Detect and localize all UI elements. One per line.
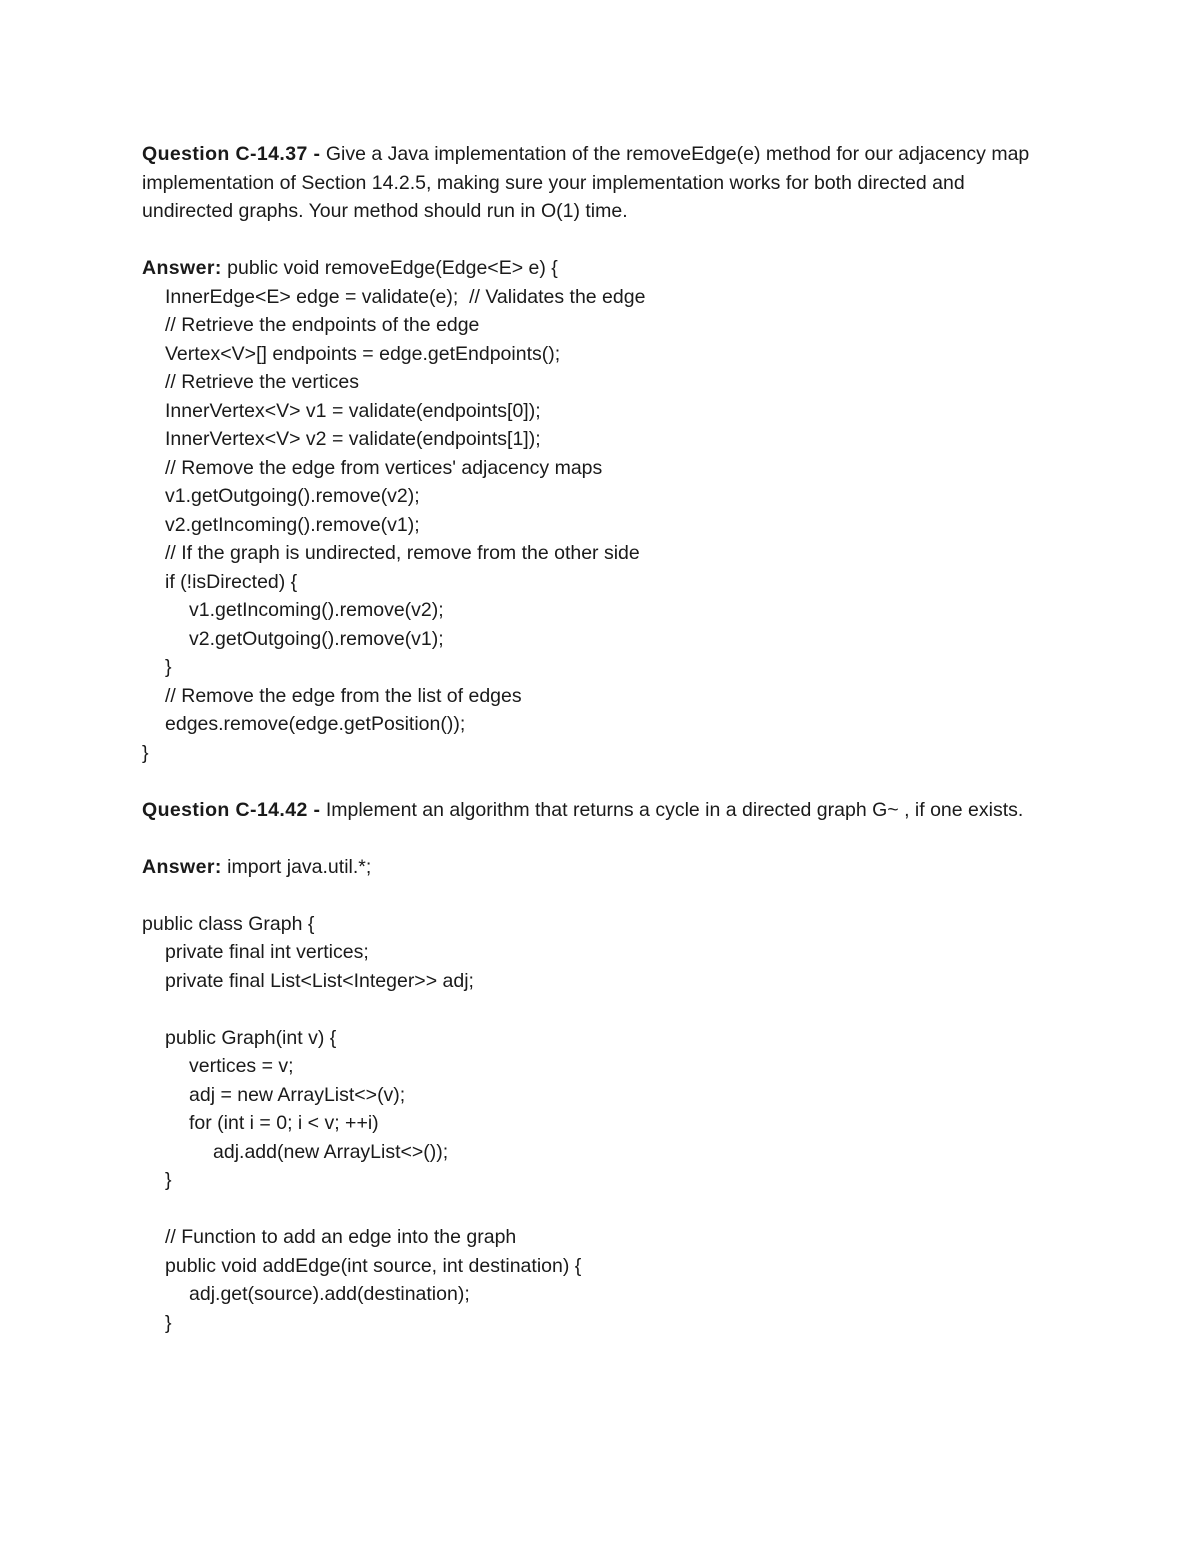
answer-c-14-37 — [142, 254, 1058, 767]
question-c-14-37 — [142, 140, 1058, 226]
spacer — [142, 226, 1058, 255]
question-label: Question C-14.42 - — [142, 798, 321, 821]
code-line: // Function to add an edge into the graph — [165, 1226, 517, 1248]
code-line: InnerVertex<V> v1 = validate(endpoints[0]); — [165, 399, 541, 422]
code-line: v2.getIncoming().remove(v1); — [165, 513, 420, 536]
code-line: adj.add(new ArrayList<>()); — [213, 1140, 449, 1163]
code-line: v1.getOutgoing().remove(v2); — [165, 485, 420, 507]
answer-c-14-42 — [142, 853, 1058, 1338]
code-line: import java.util.*; — [221, 855, 372, 878]
answer-first-line — [142, 853, 1058, 882]
code-line: if (!isDirected) { — [165, 570, 298, 593]
answer-first-line — [142, 254, 1058, 283]
code-line: // If the graph is undirected, remove from the other side — [165, 542, 640, 564]
spacer — [142, 824, 1058, 853]
code-line: public void addEdge(int source, int destination) { — [165, 1254, 582, 1277]
code-line: v2.getOutgoing().remove(v1); — [189, 627, 444, 650]
code-line: for (int i = 0; i < v; ++i) — [189, 1112, 379, 1134]
code-line: // Remove the edge from the list of edges — [165, 684, 522, 707]
code-line: adj.get(source).add(destination); — [189, 1283, 470, 1305]
code-line: edges.remove(edge.getPosition()); — [165, 713, 466, 735]
code-line: } — [165, 656, 172, 678]
question-label: Question C-14.37 - — [142, 143, 321, 165]
code-line: // Retrieve the endpoints of the edge — [165, 314, 480, 336]
code-line: // Retrieve the vertices — [165, 371, 359, 393]
code-line: } — [165, 1169, 172, 1191]
code-line: public class Graph { — [142, 912, 315, 935]
answer-label: Answer: — [142, 855, 222, 878]
code-line: } — [142, 741, 149, 764]
code-line — [142, 881, 1058, 910]
code-line: // Remove the edge from vertices' adjacency maps — [165, 456, 603, 479]
question-text: Implement an algorithm that returns a cycle in a directed graph G~ , if one exists. — [320, 798, 1024, 821]
spacer — [142, 767, 1058, 796]
code-line — [142, 995, 1058, 1024]
code-line: v1.getIncoming().remove(v2); — [189, 599, 444, 621]
answer-label: Answer: — [142, 257, 222, 279]
code-line: vertices = v; — [189, 1055, 294, 1077]
document-page — [142, 140, 1058, 1337]
code-block — [142, 881, 1058, 1337]
code-line: Vertex<V>[] endpoints = edge.getEndpoints(); — [165, 342, 561, 365]
code-line: InnerEdge<E> edge = validate(e); // Validates the edge — [165, 285, 646, 308]
code-line: private final int vertices; — [165, 941, 369, 963]
code-line: adj = new ArrayList<>(v); — [189, 1083, 406, 1106]
code-block — [142, 283, 1058, 768]
code-line — [142, 1195, 1058, 1224]
question-text: Give a Java implementation of the removeEdge(e) method for our adjacency map implementation of Section 14.2.5, making sure your implementation works for both directed and undirected graphs. Your method should run in O(1) time. — [142, 143, 1030, 222]
code-line: InnerVertex<V> v2 = validate(endpoints[1]); — [165, 428, 541, 450]
code-line: public Graph(int v) { — [165, 1026, 337, 1049]
code-line: } — [165, 1311, 172, 1334]
code-line: public void removeEdge(Edge<E> e) { — [221, 257, 558, 279]
code-line: private final List<List<Integer>> adj; — [165, 969, 474, 992]
question-c-14-42 — [142, 796, 1058, 825]
